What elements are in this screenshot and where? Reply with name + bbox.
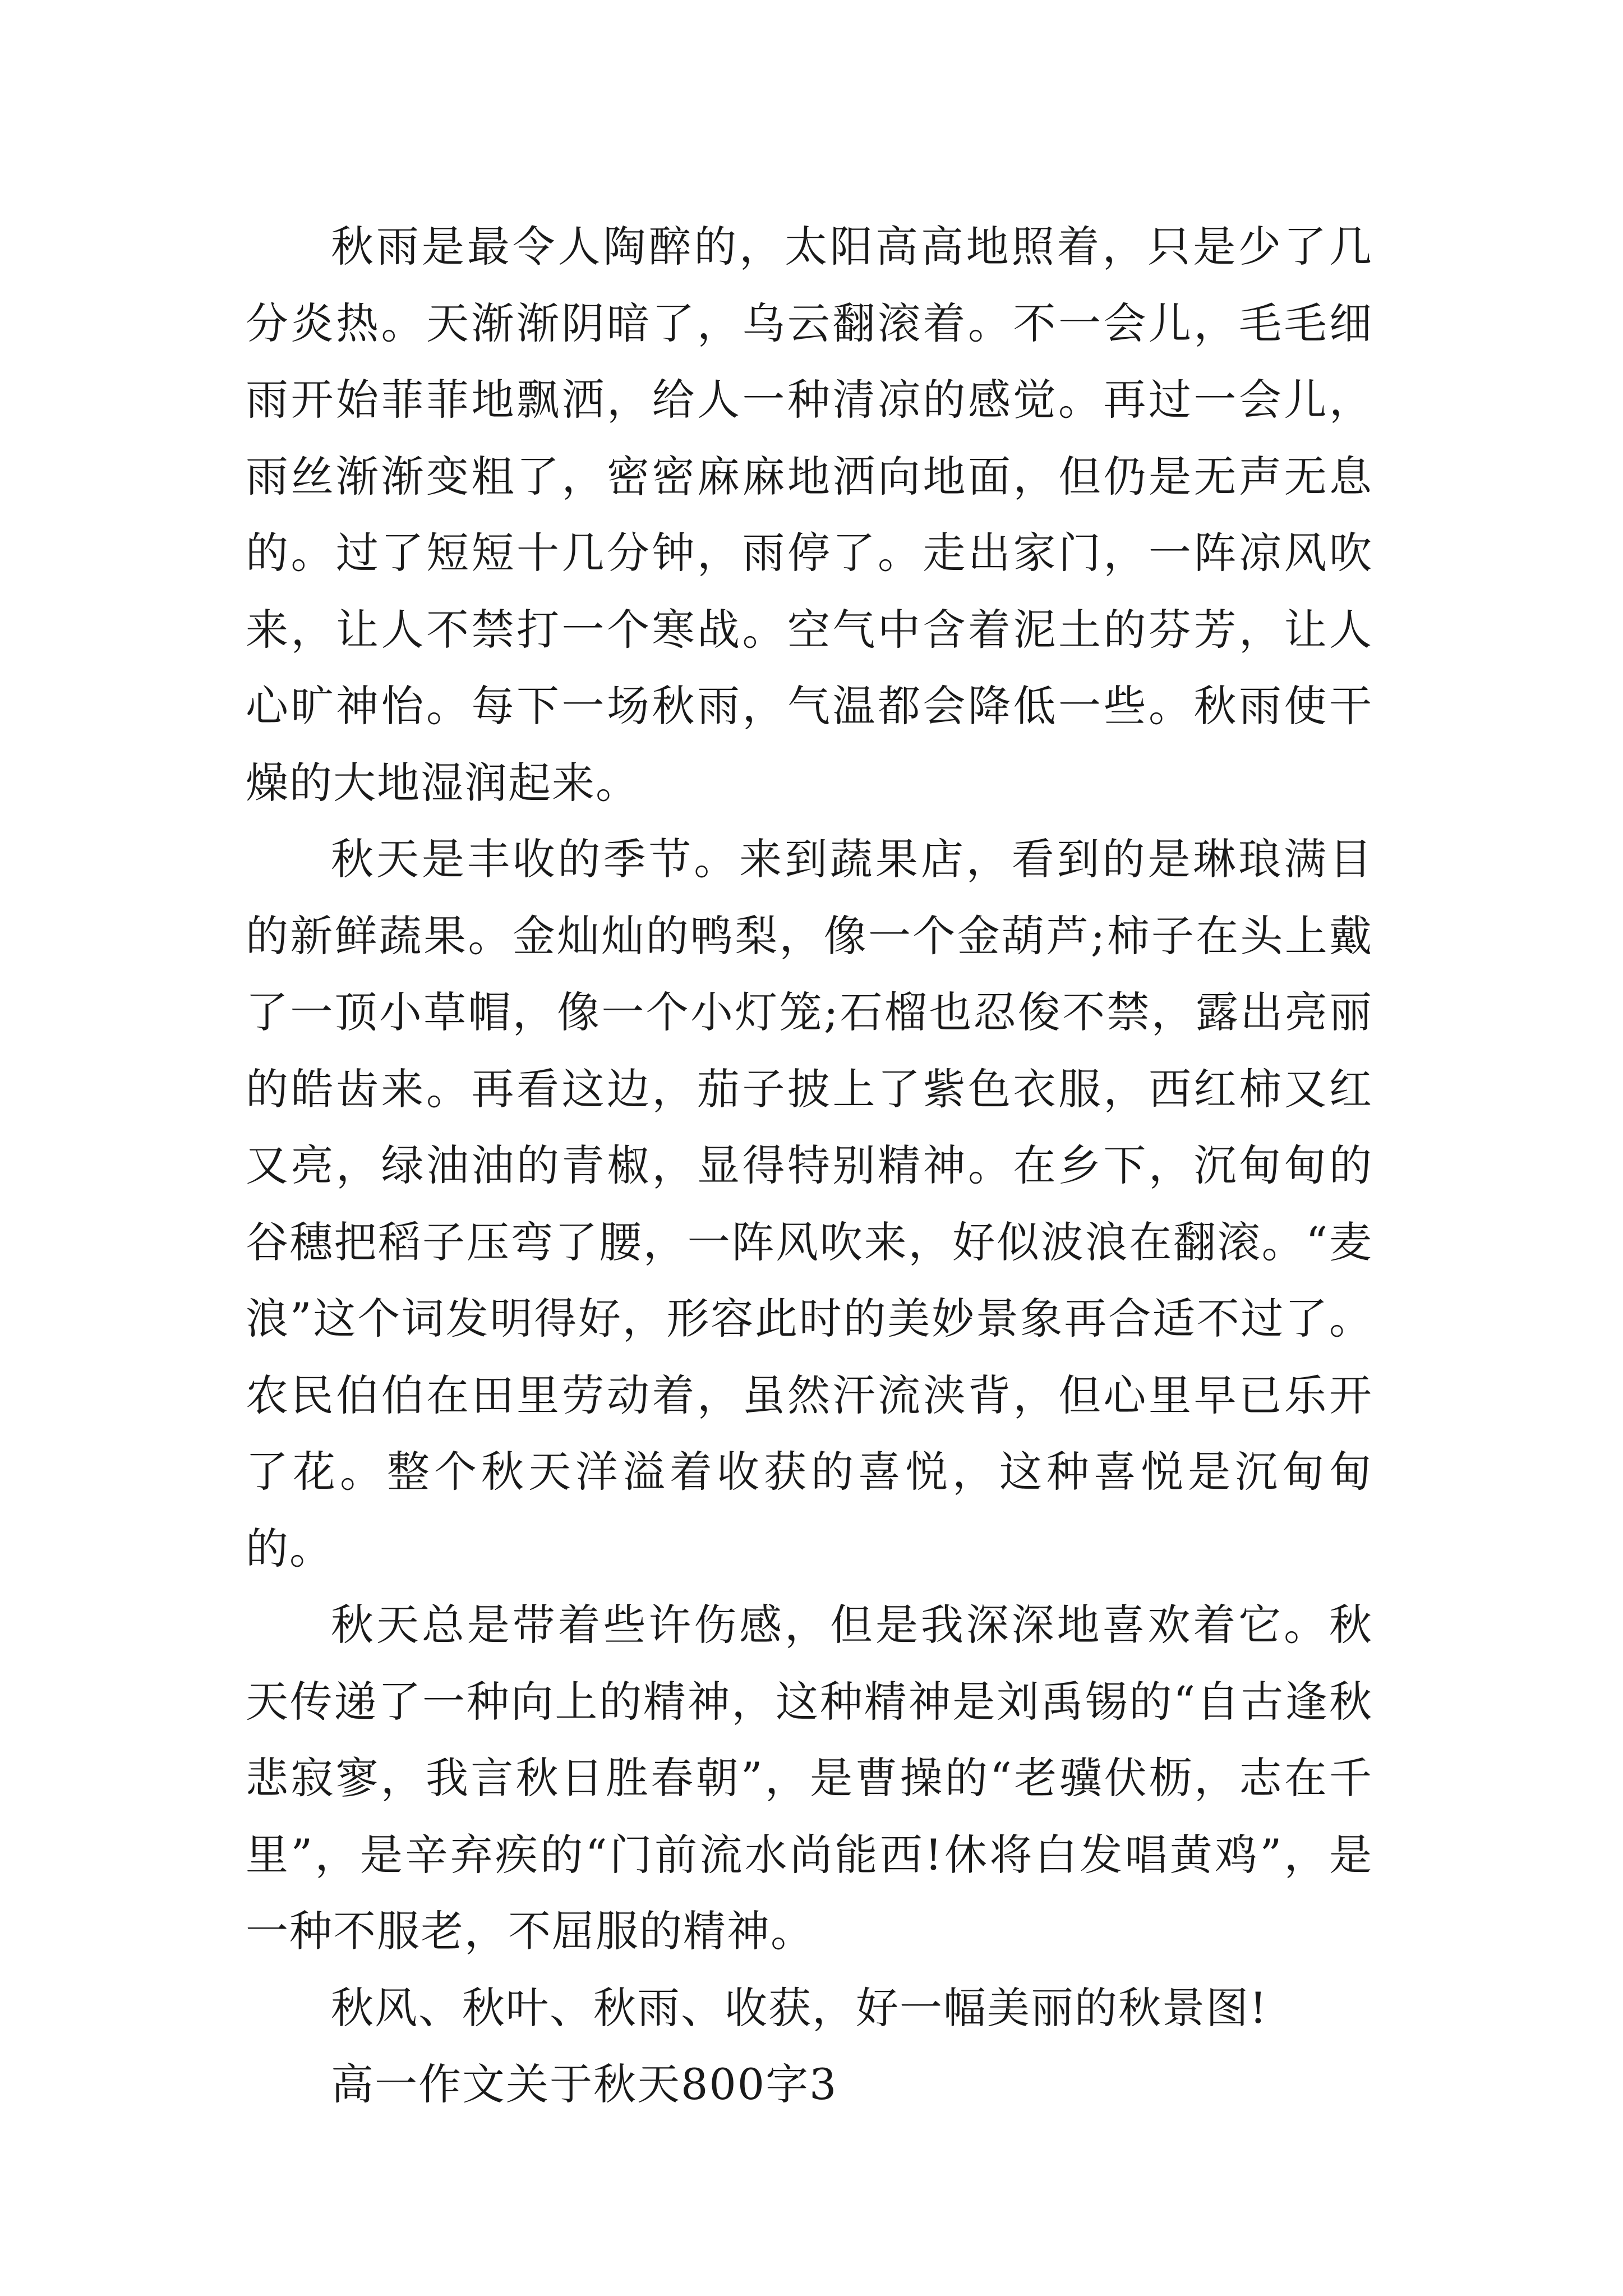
section-heading: 高一作文关于秋天800字3	[331, 2059, 838, 2109]
paragraph-harvest-season: 秋天是丰收的季节。来到蔬果店，看到的是琳琅满目的新鲜蔬果。金灿灿的鸭梨，像一个金葫芦;柿子在头上戴了一顶小草帽，像一个小灯笼;石榴也忍俊不禁，露出亮丽的皓齿来。再看这边，茄子披上了紫色衣服，西红柿又红又亮，绿油油的青椒，显得特别精神。在乡下，沉甸甸的谷穗把稻子压弯了腰，一阵风吹来，好似波浪在翻滚。“麦浪”这个词发明得好，形容此时的美妙景象再合适不过了。农民伯伯在田里劳动着，虽然汗流浃背，但心里早已乐开了花。整个秋天洋溢着收获的喜悦，这种喜悦是沉甸甸的。	[246, 834, 1373, 1573]
paragraph-autumn-rain: 秋雨是最令人陶醉的，太阳高高地照着，只是少了几分炎热。天渐渐阴暗了，乌云翻滚着。不一会儿，毛毛细雨开始菲菲地飘洒，给人一种清凉的感觉。再过一会儿，雨丝渐渐变粗了，密密麻麻地洒向地面，但仍是无声无息的。过了短短十几分钟，雨停了。走出家门，一阵凉风吹来，让人不禁打一个寒战。空气中含着泥土的芬芳，让人心旷神怡。每下一场秋雨，气温都会降低一些。秋雨使干燥的大地湿润起来。	[246, 222, 1373, 808]
paragraph-autumn-spirit: 秋天总是带着些许伤感，但是我深深地喜欢着它。秋天传递了一种向上的精神，这种精神是刘禹锡的“自古逢秋悲寂寥，我言秋日胜春朝”，是曹操的“老骥伏枥，志在千里”，是辛弃疾的“门前流水尚能西!休将白发唱黄鸡”，是一种不服老，不屈服的精神。	[246, 1600, 1373, 1956]
paragraph-autumn-scene: 秋风、秋叶、秋雨、收获，好一幅美丽的秋景图!	[331, 1982, 1268, 2033]
body-text	[246, 209, 1373, 2123]
